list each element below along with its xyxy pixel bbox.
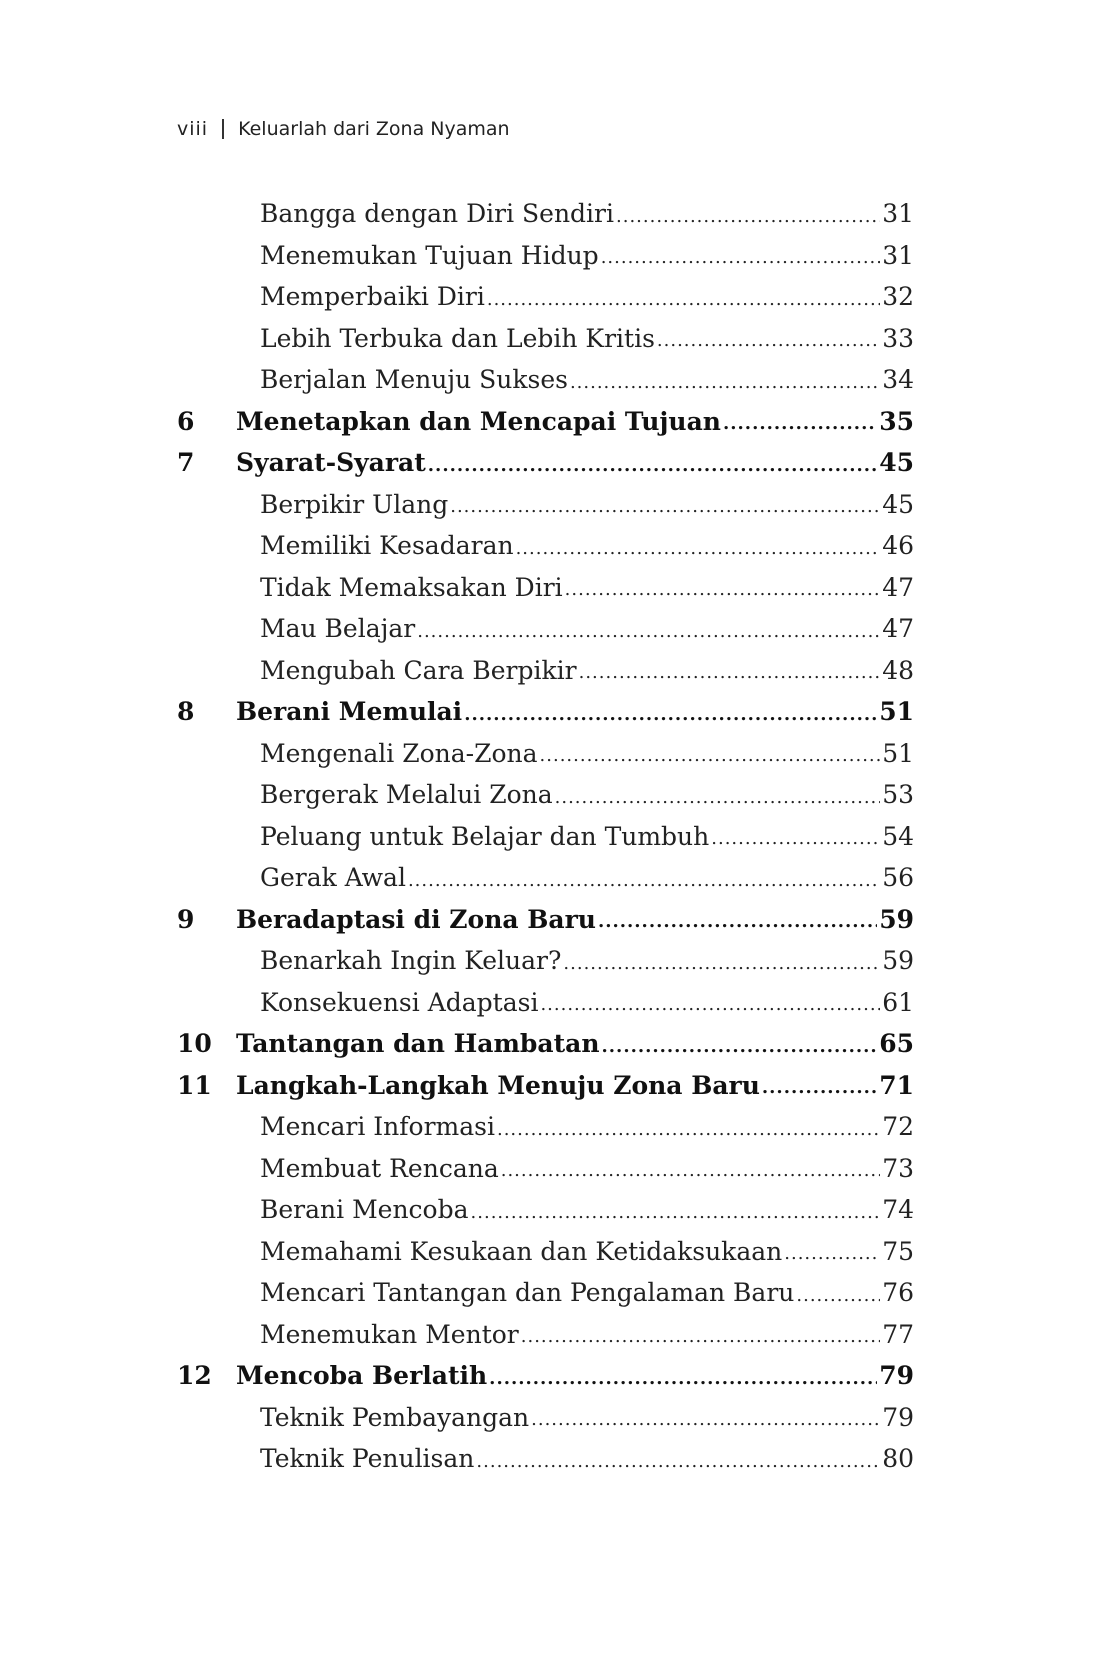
chapter-title: Menetapkan dan Mencapai Tujuan	[236, 406, 721, 436]
dot-leader	[762, 1077, 877, 1106]
dot-leader	[417, 621, 880, 650]
toc-subentry	[177, 940, 914, 982]
subentry-title: Teknik Penulisan	[260, 1444, 475, 1474]
dot-leader	[563, 953, 880, 982]
subentry-title: Gerak Awal	[260, 863, 406, 893]
toc-subentry	[177, 1397, 914, 1439]
dot-leader	[601, 247, 881, 276]
subentry-title: Membuat Rencana	[260, 1153, 499, 1183]
dot-leader	[450, 496, 880, 525]
dot-leader	[497, 1119, 880, 1148]
chapter-number: 9	[177, 904, 195, 934]
book-title: Keluarlah dari Zona Nyaman	[238, 118, 510, 140]
dot-leader	[579, 662, 881, 691]
toc-subentry	[177, 733, 914, 775]
toc-page-number: 31	[882, 240, 914, 270]
chapter-title: Mencoba Berlatih	[236, 1361, 488, 1391]
toc-page-number: 45	[882, 489, 914, 519]
toc-subentry	[177, 235, 914, 277]
toc-subentry	[177, 982, 914, 1024]
dot-leader	[540, 745, 881, 774]
toc-page-number: 46	[882, 531, 914, 561]
toc-subentry	[177, 318, 914, 360]
toc-subentry	[177, 1231, 914, 1273]
toc-page-number: 61	[882, 987, 914, 1017]
dot-leader	[711, 828, 880, 857]
dot-leader	[471, 1202, 881, 1231]
toc-page-number: 53	[882, 780, 914, 810]
toc-subentry	[177, 816, 914, 858]
chapter-title: Syarat-Syarat	[236, 448, 426, 478]
toc-page-number: 72	[882, 1112, 914, 1142]
subentry-title: Mencari Tantangan dan Pengalaman Baru	[260, 1278, 795, 1308]
subentry-title: Benarkah Ingin Keluar?	[260, 946, 562, 976]
toc-subentry	[177, 608, 914, 650]
toc-page-number: 31	[882, 199, 914, 229]
dot-leader	[555, 787, 881, 816]
running-header	[177, 118, 510, 140]
toc-page-number: 74	[882, 1195, 914, 1225]
toc-page-number: 65	[879, 1029, 914, 1059]
page-number: viii	[177, 118, 209, 140]
toc-chapter-entry	[177, 401, 914, 443]
dot-leader	[521, 1326, 880, 1355]
dot-leader	[570, 372, 880, 401]
subentry-title: Memperbaiki Diri	[260, 282, 485, 312]
subentry-title: Lebih Terbuka dan Lebih Kritis	[260, 323, 655, 353]
toc-subentry	[177, 359, 914, 401]
toc-subentry	[177, 276, 914, 318]
toc-page-number: 59	[879, 904, 914, 934]
chapter-title: Berani Memulai	[236, 697, 463, 727]
dot-leader	[487, 289, 880, 318]
subentry-title: Tidak Memaksakan Diri	[260, 572, 563, 602]
subentry-title: Mengenali Zona-Zona	[260, 738, 538, 768]
toc-page-number: 79	[879, 1361, 914, 1391]
toc-page-number: 45	[879, 448, 914, 478]
subentry-title: Konsekuensi Adaptasi	[260, 987, 539, 1017]
dot-leader	[476, 1451, 880, 1480]
chapter-number: 8	[177, 697, 195, 727]
toc-page-number: 77	[882, 1319, 914, 1349]
toc-subentry	[177, 1314, 914, 1356]
toc-chapter-entry	[177, 1023, 914, 1065]
chapter-number: 6	[177, 406, 195, 436]
dot-leader	[408, 870, 880, 899]
subentry-title: Bangga dengan Diri Sendiri	[260, 199, 614, 229]
dot-leader	[464, 704, 877, 733]
toc-page-number: 48	[882, 655, 914, 685]
subentry-title: Bergerak Melalui Zona	[260, 780, 553, 810]
subentry-title: Berani Mencoba	[260, 1195, 469, 1225]
toc-page-number: 47	[882, 614, 914, 644]
toc-chapter-entry	[177, 899, 914, 941]
toc-page-number: 76	[882, 1278, 914, 1308]
toc-subentry	[177, 1148, 914, 1190]
subentry-title: Berpikir Ulang	[260, 489, 449, 519]
dot-leader	[784, 1243, 880, 1272]
dot-leader	[657, 330, 880, 359]
toc-subentry	[177, 1438, 914, 1480]
toc-subentry	[177, 484, 914, 526]
toc-page-number: 34	[882, 365, 914, 395]
dot-leader	[501, 1160, 880, 1189]
dot-leader	[540, 994, 880, 1023]
dot-leader	[565, 579, 881, 608]
subentry-title: Mau Belajar	[260, 614, 416, 644]
toc-page-number: 80	[882, 1444, 914, 1474]
toc-subentry	[177, 567, 914, 609]
dot-leader	[428, 455, 877, 484]
toc-subentry	[177, 1106, 914, 1148]
toc-page-number: 73	[882, 1153, 914, 1183]
dot-leader	[616, 206, 880, 235]
toc-page-number: 47	[882, 572, 914, 602]
toc-page-number: 75	[882, 1236, 914, 1266]
toc-subentry	[177, 774, 914, 816]
subentry-title: Mencari Informasi	[260, 1112, 495, 1142]
chapter-number: 11	[177, 1070, 212, 1100]
toc-chapter-entry	[177, 1065, 914, 1107]
subentry-title: Menemukan Mentor	[260, 1319, 519, 1349]
dot-leader	[489, 1368, 877, 1397]
toc-subentry	[177, 193, 914, 235]
toc-subentry	[177, 650, 914, 692]
dot-leader	[598, 911, 877, 940]
dot-leader	[602, 1036, 878, 1065]
toc-page-number: 56	[882, 863, 914, 893]
toc-subentry	[177, 857, 914, 899]
toc-chapter-entry	[177, 442, 914, 484]
subentry-title: Peluang untuk Belajar dan Tumbuh	[260, 821, 710, 851]
toc-chapter-entry	[177, 1355, 914, 1397]
subentry-title: Teknik Pembayangan	[260, 1402, 530, 1432]
toc-page-number: 54	[882, 821, 914, 851]
dot-leader	[531, 1409, 880, 1438]
dot-leader	[723, 413, 877, 442]
toc-page-number: 51	[879, 697, 914, 727]
subentry-title: Memiliki Kesadaran	[260, 531, 514, 561]
dot-leader	[796, 1285, 880, 1314]
toc-page-number: 35	[879, 406, 914, 436]
chapter-number: 12	[177, 1361, 212, 1391]
table-of-contents	[177, 193, 914, 1480]
chapter-title: Tantangan dan Hambatan	[236, 1029, 600, 1059]
toc-chapter-entry	[177, 691, 914, 733]
toc-subentry	[177, 1189, 914, 1231]
toc-subentry	[177, 525, 914, 567]
chapter-title: Langkah-Langkah Menuju Zona Baru	[236, 1070, 760, 1100]
toc-page-number: 51	[882, 738, 914, 768]
chapter-title: Beradaptasi di Zona Baru	[236, 904, 596, 934]
toc-page-number: 33	[882, 323, 914, 353]
toc-page-number: 71	[879, 1070, 914, 1100]
chapter-number: 10	[177, 1029, 212, 1059]
toc-page-number: 59	[882, 946, 914, 976]
chapter-number: 7	[177, 448, 195, 478]
dot-leader	[516, 538, 881, 567]
subentry-title: Menemukan Tujuan Hidup	[260, 240, 599, 270]
subentry-title: Mengubah Cara Berpikir	[260, 655, 577, 685]
subentry-title: Berjalan Menuju Sukses	[260, 365, 568, 395]
subentry-title: Memahami Kesukaan dan Ketidaksukaan	[260, 1236, 783, 1266]
toc-subentry	[177, 1272, 914, 1314]
toc-page-number: 79	[882, 1402, 914, 1432]
header-separator	[222, 119, 224, 139]
toc-page-number: 32	[882, 282, 914, 312]
